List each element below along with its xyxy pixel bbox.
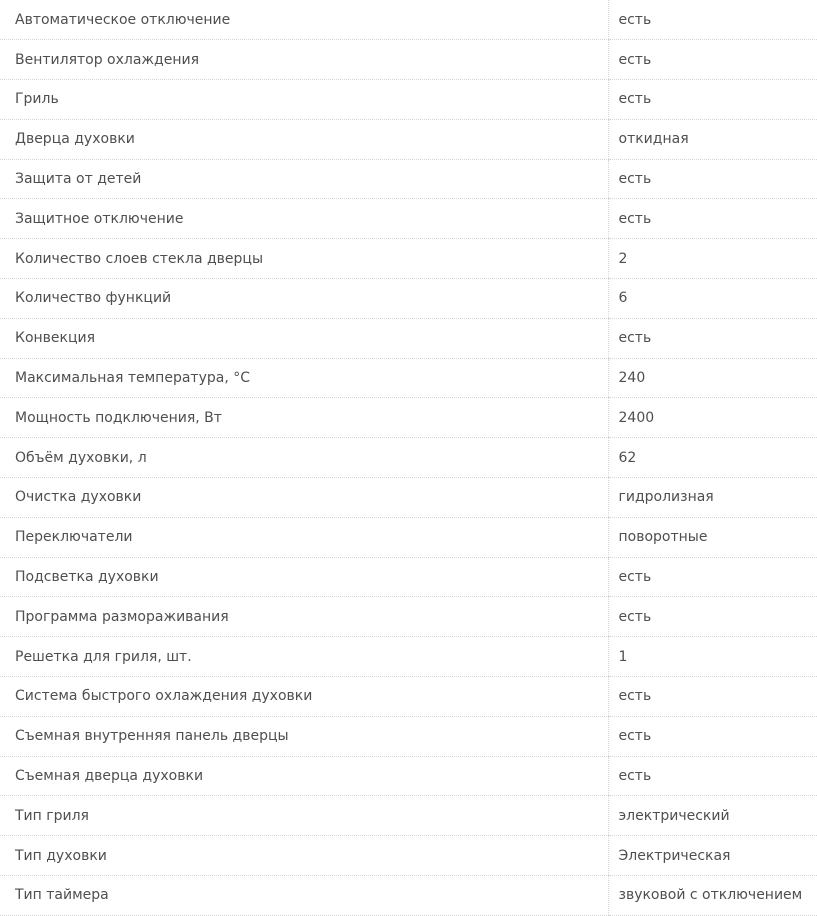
spec-name: Количество функций: [0, 279, 608, 319]
spec-value: есть: [608, 318, 817, 358]
spec-row: [0, 796, 817, 836]
spec-value: звуковой с отключением: [608, 876, 817, 916]
spec-row: [0, 239, 817, 279]
spec-row: [0, 637, 817, 677]
spec-row: [0, 557, 817, 597]
spec-value: есть: [608, 199, 817, 239]
spec-name: Мощность подключения, Вт: [0, 398, 608, 438]
spec-row: [0, 318, 817, 358]
spec-value: электрический: [608, 796, 817, 836]
spec-value: поворотные: [608, 517, 817, 557]
spec-name: Переключатели: [0, 517, 608, 557]
spec-row: [0, 517, 817, 557]
spec-value: есть: [608, 0, 817, 40]
spec-value: есть: [608, 716, 817, 756]
spec-value: 2: [608, 239, 817, 279]
spec-name: Тип гриля: [0, 796, 608, 836]
spec-value: есть: [608, 597, 817, 637]
spec-name: Защита от детей: [0, 159, 608, 199]
spec-row: [0, 358, 817, 398]
spec-value: есть: [608, 40, 817, 80]
spec-value: гидролизная: [608, 478, 817, 518]
spec-row: [0, 398, 817, 438]
spec-value: есть: [608, 677, 817, 717]
spec-name: Дверца духовки: [0, 119, 608, 159]
spec-row: [0, 40, 817, 80]
spec-name: Очистка духовки: [0, 478, 608, 518]
spec-name: Защитное отключение: [0, 199, 608, 239]
spec-value: 6: [608, 279, 817, 319]
spec-value: есть: [608, 557, 817, 597]
spec-value: есть: [608, 80, 817, 120]
spec-value: откидная: [608, 119, 817, 159]
spec-value: 240: [608, 358, 817, 398]
spec-row: [0, 80, 817, 120]
spec-name: Подсветка духовки: [0, 557, 608, 597]
spec-value: есть: [608, 756, 817, 796]
spec-value: 1: [608, 637, 817, 677]
spec-name: Вентилятор охлаждения: [0, 40, 608, 80]
spec-name: Тип таймера: [0, 876, 608, 916]
spec-row: [0, 478, 817, 518]
spec-row: [0, 279, 817, 319]
spec-name: Гриль: [0, 80, 608, 120]
spec-name: Автоматическое отключение: [0, 0, 608, 40]
spec-name: Съемная внутренняя панель дверцы: [0, 716, 608, 756]
spec-value: есть: [608, 159, 817, 199]
spec-row: [0, 159, 817, 199]
spec-row: [0, 836, 817, 876]
spec-row: [0, 597, 817, 637]
spec-row: [0, 876, 817, 916]
spec-name: Максимальная температура, °C: [0, 358, 608, 398]
spec-name: Программа размораживания: [0, 597, 608, 637]
spec-row: [0, 0, 817, 40]
spec-name: Объём духовки, л: [0, 438, 608, 478]
spec-row: [0, 438, 817, 478]
spec-row: [0, 199, 817, 239]
spec-name: Конвекция: [0, 318, 608, 358]
spec-name: Система быстрого охлаждения духовки: [0, 677, 608, 717]
spec-name: Тип духовки: [0, 836, 608, 876]
spec-row: [0, 677, 817, 717]
spec-value: 2400: [608, 398, 817, 438]
spec-name: Решетка для гриля, шт.: [0, 637, 608, 677]
spec-name: Съемная дверца духовки: [0, 756, 608, 796]
spec-name: Количество слоев стекла дверцы: [0, 239, 608, 279]
spec-value: Электрическая: [608, 836, 817, 876]
spec-row: [0, 119, 817, 159]
spec-row: [0, 756, 817, 796]
spec-row: [0, 716, 817, 756]
spec-value: 62: [608, 438, 817, 478]
